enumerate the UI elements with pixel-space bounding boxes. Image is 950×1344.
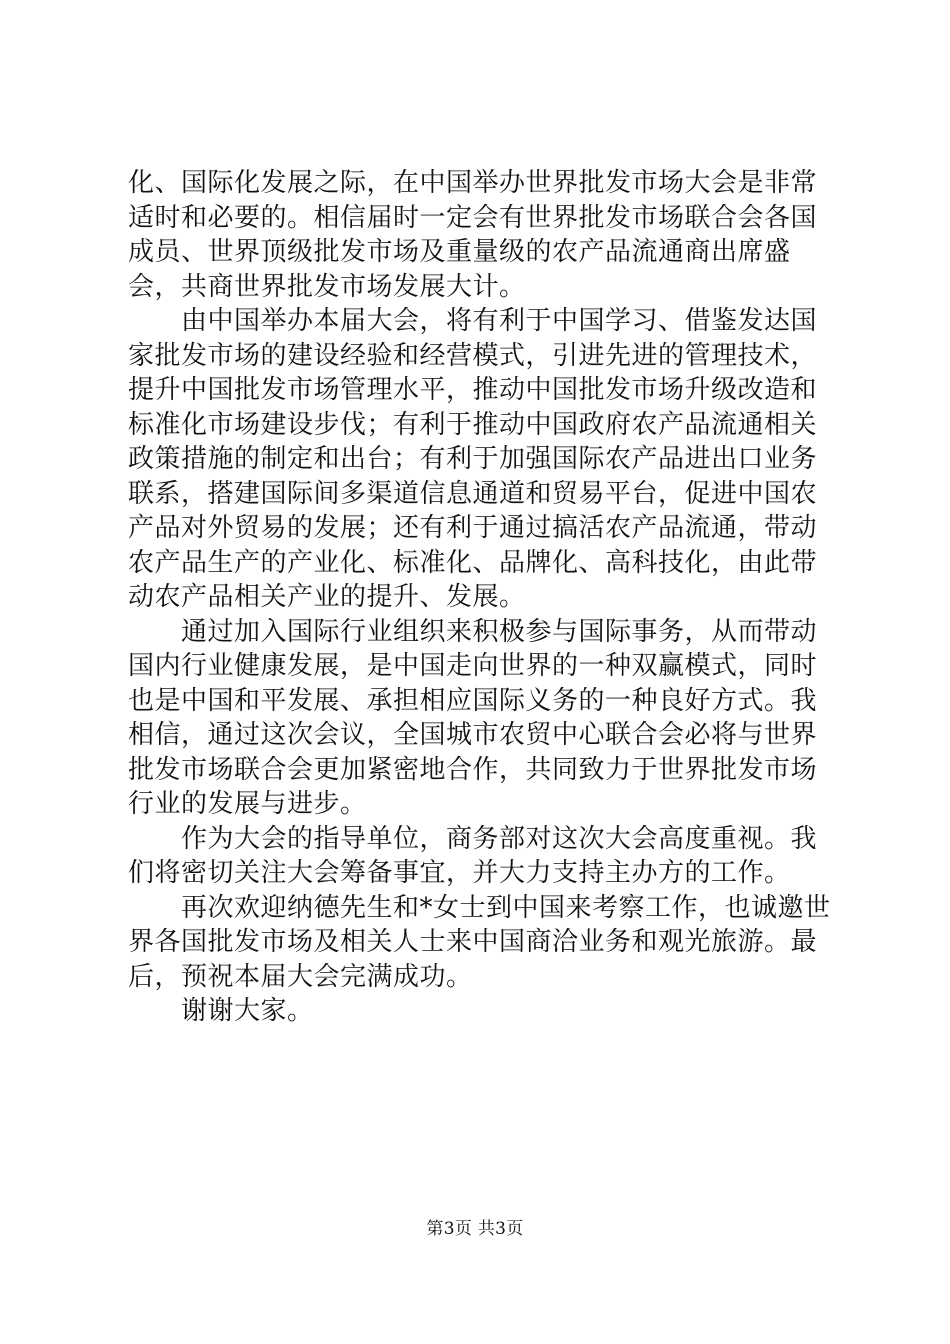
page-footer: 第3页 共3页 bbox=[426, 1219, 524, 1239]
paragraph-ministry-support: 作为大会的指导单位，商务部对这次大会高度重视。我们将密切关注大会筹备事宜，并大力支持主办方的工作。 bbox=[128, 823, 818, 888]
document-body bbox=[128, 166, 833, 1029]
paragraph-hosting-benefits: 由中国举办本届大会，将有利于中国学习、借鉴发达国家批发市场的建设经验和经营模式，引进先进的管理技术，提升中国批发市场管理水平，推动中国批发市场升级改造和标准化市场建设步伐；有利于推动中国政府农产品流通相关政策措施的制定和出台；有利于加强国际农产品进出口业务联系，搭建国际间多渠道信息通道和贸易平台，促进中国农产品对外贸易的发展；还有利于通过搞活农产品流通，带动农产品生产的产业化、标准化、品牌化、高科技化，由此带动农产品相关产业的提升、发展。 bbox=[128, 306, 818, 612]
paragraph-thanks: 谢谢大家。 bbox=[181, 996, 314, 1026]
paragraph-welcome-wishes: 再次欢迎纳德先生和*女士到中国来考察工作，也诚邀世界各国批发市场及相关人士来中国商洽业务和观光旅游。最后，预祝本届大会完满成功。 bbox=[128, 892, 831, 992]
paragraph-international-participation: 通过加入国际行业组织来积极参与国际事务，从而带动国内行业健康发展，是中国走向世界的一种双赢模式，同时也是中国和平发展、承担相应国际义务的一种良好方式。我相信，通过这次会议，全国城市农贸中心联合会必将与世界批发市场联合会更加紧密地合作，共同致力于世界批发市场行业的发展与进步。 bbox=[128, 616, 818, 819]
paragraph-continuation: 化、国际化发展之际，在中国举办世界批发市场大会是非常适时和必要的。相信届时一定会有世界批发市场联合会各国成员、世界顶级批发市场及重量级的农产品流通商出席盛会，共商世界批发市场发展大计。 bbox=[128, 168, 818, 302]
